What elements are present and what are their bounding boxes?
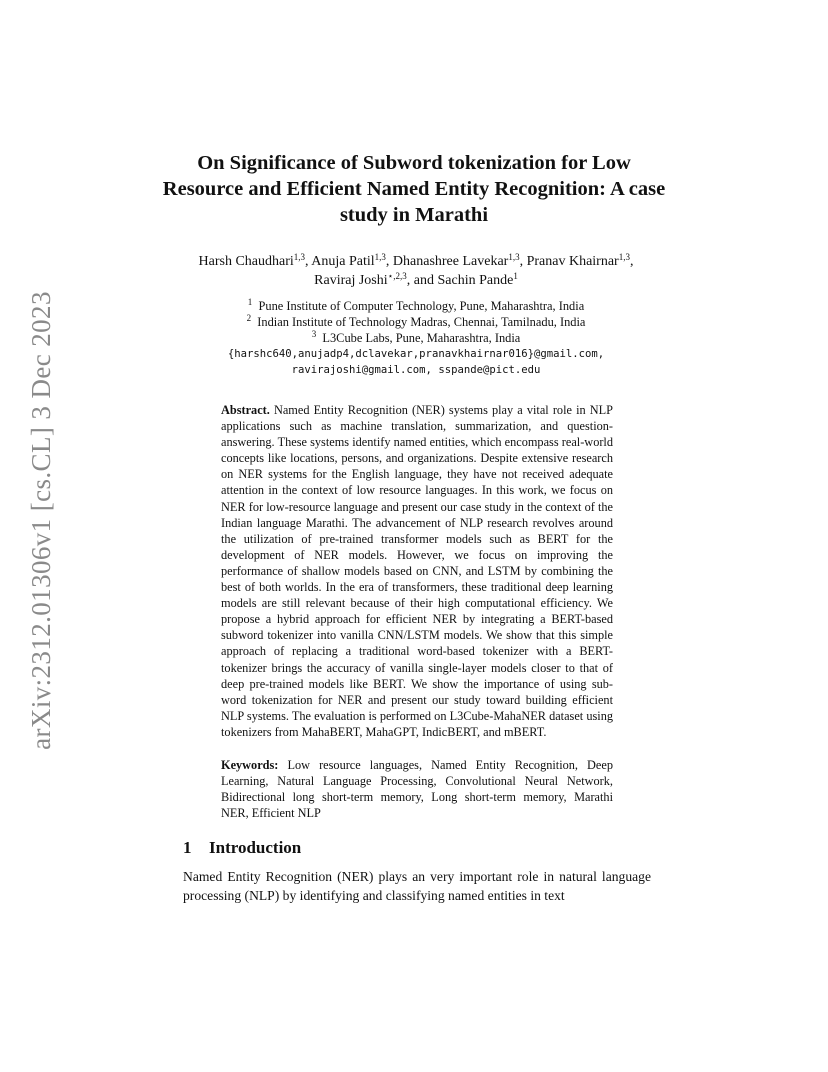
author-list: [196, 252, 636, 290]
affiliation-block: [196, 298, 636, 378]
author-name: Pranav Khairnar: [526, 254, 619, 269]
keywords-label: Keywords:: [221, 758, 279, 772]
author-affiliation-mark: 1,3: [618, 252, 630, 262]
author: [311, 254, 393, 269]
author: [438, 273, 518, 288]
abstract-label: Abstract.: [221, 403, 270, 417]
author: [527, 254, 634, 269]
affiliation-text: Indian Institute of Technology Madras, Chennai, Tamilnadu, India: [257, 315, 586, 329]
author: [314, 273, 437, 288]
affiliation-line: [196, 298, 636, 314]
email-line: {harshc640,anujadp4,dclavekar,pranavkhairnar016}@gmail.com,: [227, 348, 605, 360]
author-separator: ,: [519, 254, 527, 269]
author-separator: ,: [305, 254, 312, 269]
paper-title: On Significance of Subword tokenization for Low Resource and Efficient Named Entity Recognition: A case study in Marathi: [162, 152, 666, 226]
author-separator: , and: [406, 273, 438, 288]
arxiv-identifier-stamp: [22, 290, 60, 750]
author: [199, 254, 312, 269]
author-affiliation-mark: ⋆,2,3: [387, 271, 407, 281]
affiliation-number: 3: [311, 329, 317, 339]
affiliation-text: Pune Institute of Computer Technology, Pune, Maharashtra, India: [258, 299, 585, 313]
abstract-text: Named Entity Recognition (NER) systems play a vital role in NLP applications such as machine translation, summarization, and question-answering. These systems identify named entities, which encompass real-world concepts like locations, persons, and organizations. Despite extensive research on NER systems for the English language, they have not received adequate attention in the context of low resource languages. In this work, we focus on NER for low-resource language and present our case study in the context of the Indian language Marathi. The advancement of NLP research revolves around the utilization of pre-trained transformer models such as BERT for the development of NER models. However, we focus on improving the performance of shallow models based on CNN, and LSTM by combining the best of both worlds. In the era of transformers, these traditional deep learning models are still relevant because of their high computational efficiency. We propose a hybrid approach for efficient NER by integrating a BERT-based subword tokenizer into vanilla CNN/LSTM models. We show that this simple approach of replacing a traditional word-based tokenizer with a BERT-tokenizer brings the accuracy of vanilla single-layer models closer to that of deep pre-trained models like BERT. We show the importance of using sub-word tokenization for NER and present our study toward building efficient NLP systems. The evaluation is performed on L3Cube-MahaNER dataset using tokenizers from MahaBERT, MahaGPT, IndicBERT, and mBERT.: [221, 403, 613, 739]
intro-paragraph: Named Entity Recognition (NER) plays an very important role in natural language processing (NLP) by identifying and classifying named entities in text: [183, 869, 651, 903]
email-line: ravirajoshi@gmail.com, sspande@pict.edu: [291, 364, 541, 376]
affiliation-text: L3Cube Labs, Pune, Maharashtra, India: [322, 331, 521, 345]
affiliation-number: 2: [246, 313, 252, 323]
keywords-text: Low resource languages, Named Entity Recognition, Deep Learning, Natural Language Processing, Convolutional Neural Network, Bidirectional long short-term memory, Long short-term memory, Marathi NER, Efficient NLP: [221, 758, 613, 820]
affiliation-line: [196, 314, 636, 330]
author-name: Dhanashree Lavekar: [392, 254, 509, 269]
author: [393, 254, 527, 269]
keywords: [221, 757, 613, 821]
author-affiliation-mark: 1,3: [508, 252, 520, 262]
author-affiliation-mark: 1: [513, 271, 518, 281]
section-title: Introduction: [209, 838, 302, 857]
author-name: Anuja Patil: [311, 254, 375, 269]
author-affiliation-mark: 1,3: [374, 252, 386, 262]
arxiv-identifier-text: arXiv:2312.01306v1 [cs.CL] 3 Dec 2023: [25, 290, 56, 750]
author-affiliation-mark: 1,3: [293, 252, 306, 262]
author-name: Sachin Pande: [437, 273, 514, 288]
abstract: [221, 402, 613, 740]
author-name: Harsh Chaudhari: [198, 254, 294, 269]
section-number: 1: [183, 838, 192, 857]
author-separator: ,: [629, 254, 634, 269]
author-separator: ,: [385, 254, 393, 269]
affiliation-number: 1: [247, 297, 253, 307]
author-name: Raviraj Joshi: [314, 273, 388, 288]
section-heading: [183, 838, 301, 858]
affiliation-line: [196, 330, 636, 346]
